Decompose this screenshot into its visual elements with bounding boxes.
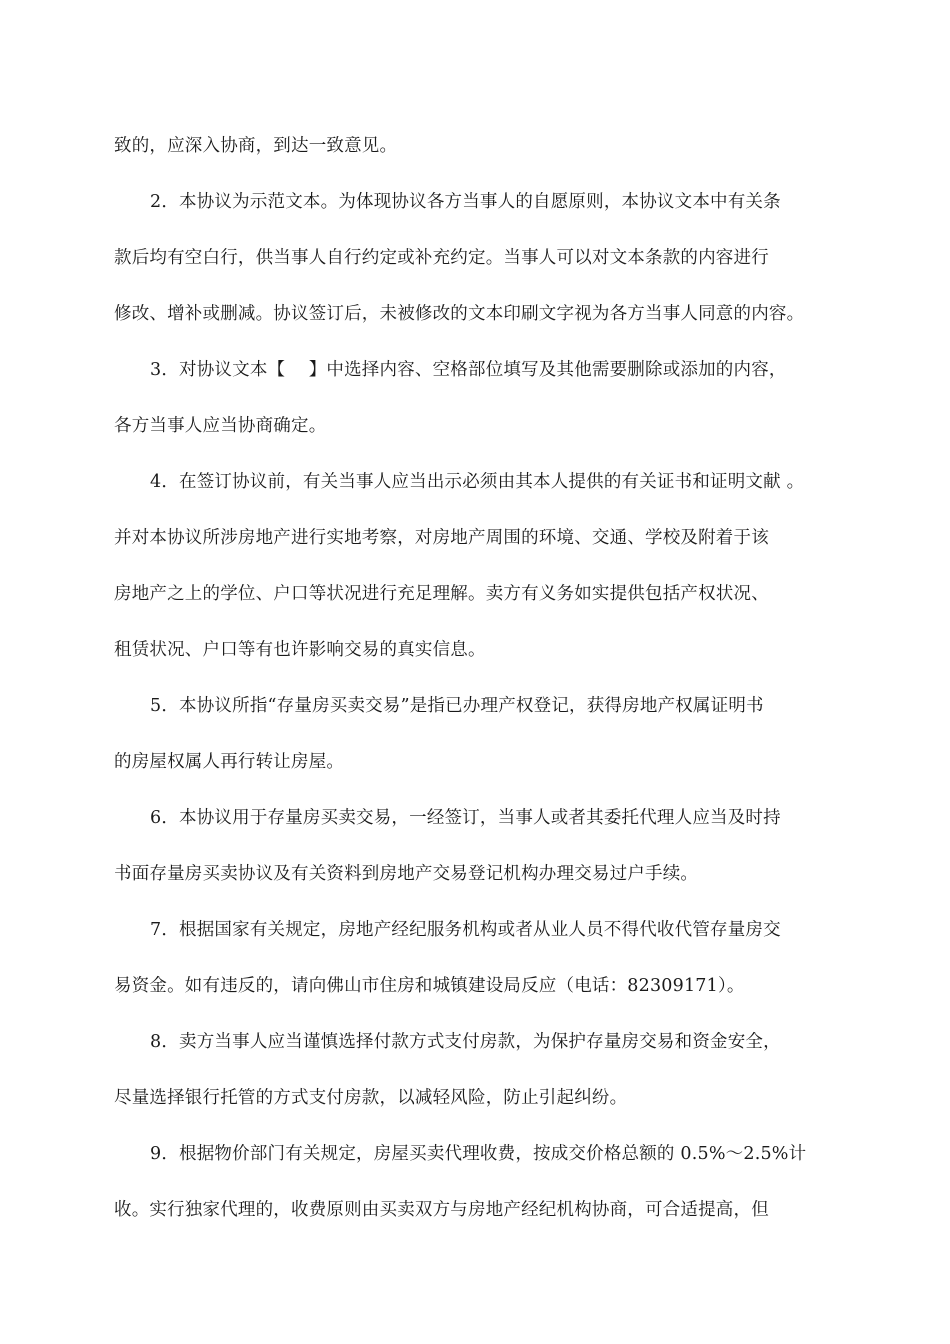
text-line: 收。实行独家代理的，收费原则由买卖双方与房地产经纪机构协商，可合适提高，但 <box>114 1200 769 1220</box>
text-line: 2．本协议为示范文本。为体现协议各方当事人的自愿原则，本协议文本中有关条 <box>150 192 781 212</box>
text-line: 款后均有空白行，供当事人自行约定或补充约定。当事人可以对文本条款的内容进行 <box>114 248 769 268</box>
text-line: 尽量选择银行托管的方式支付房款，以减轻风险，防止引起纠纷。 <box>114 1088 628 1108</box>
document-body <box>114 118 842 1238</box>
text-line: 6．本协议用于存量房买卖交易，一经签订，当事人或者其委托代理人应当及时持 <box>150 808 781 828</box>
paragraph-item-8 <box>114 1014 842 1126</box>
text-line: 各方当事人应当协商确定。 <box>114 416 327 436</box>
paragraph-continuation <box>114 118 842 174</box>
paragraph-item-9 <box>114 1126 842 1238</box>
text-line: 5．本协议所指“存量房买卖交易”是指已办理产权登记，获得房地产权属证明书 <box>150 696 764 716</box>
paragraph-item-6 <box>114 790 842 902</box>
text-line: 4．在签订协议前，有关当事人应当出示必须由其本人提供的有关证书和证明文献 。 <box>150 472 805 492</box>
text-line: 租赁状况、户口等有也许影响交易的真实信息。 <box>114 640 486 660</box>
text-line: 7．根据国家有关规定，房地产经纪服务机构或者从业人员不得代收代管存量房交 <box>150 920 781 940</box>
paragraph-item-5 <box>114 678 842 790</box>
text-line: 修改、增补或删减。协议签订后，未被修改的文本印刷文字视为各方当事人同意的内容。 <box>114 304 805 324</box>
text-line: 并对本协议所涉房地产进行实地考察，对房地产周围的环境、交通、学校及附着于该 <box>114 528 769 548</box>
paragraph-item-4 <box>114 454 842 678</box>
paragraph-item-2 <box>114 174 842 342</box>
paragraph-item-3 <box>114 342 842 454</box>
text-line: 书面存量房买卖协议及有关资料到房地产交易登记机构办理交易过户手续。 <box>114 864 699 884</box>
paragraph-item-7 <box>114 902 842 1014</box>
text-line: 致的，应深入协商，到达一致意见。 <box>114 136 398 156</box>
text-line: 3．对协议文本【 】中选择内容、空格部位填写及其他需要删除或添加的内容， <box>150 360 787 380</box>
text-line: 8．卖方当事人应当谨慎选择付款方式支付房款，为保护存量房交易和资金安全， <box>150 1032 781 1052</box>
text-line: 房地产之上的学位、户口等状况进行充足理解。卖方有义务如实提供包括产权状况、 <box>114 584 769 604</box>
text-line: 易资金。如有违反的，请向佛山市住房和城镇建设局反应（电话：82309171）。 <box>114 976 745 996</box>
text-line: 9．根据物价部门有关规定，房屋买卖代理收费，按成交价格总额的 0.5%～2.5%计 <box>150 1144 807 1164</box>
text-line: 的房屋权属人再行转让房屋。 <box>114 752 345 772</box>
